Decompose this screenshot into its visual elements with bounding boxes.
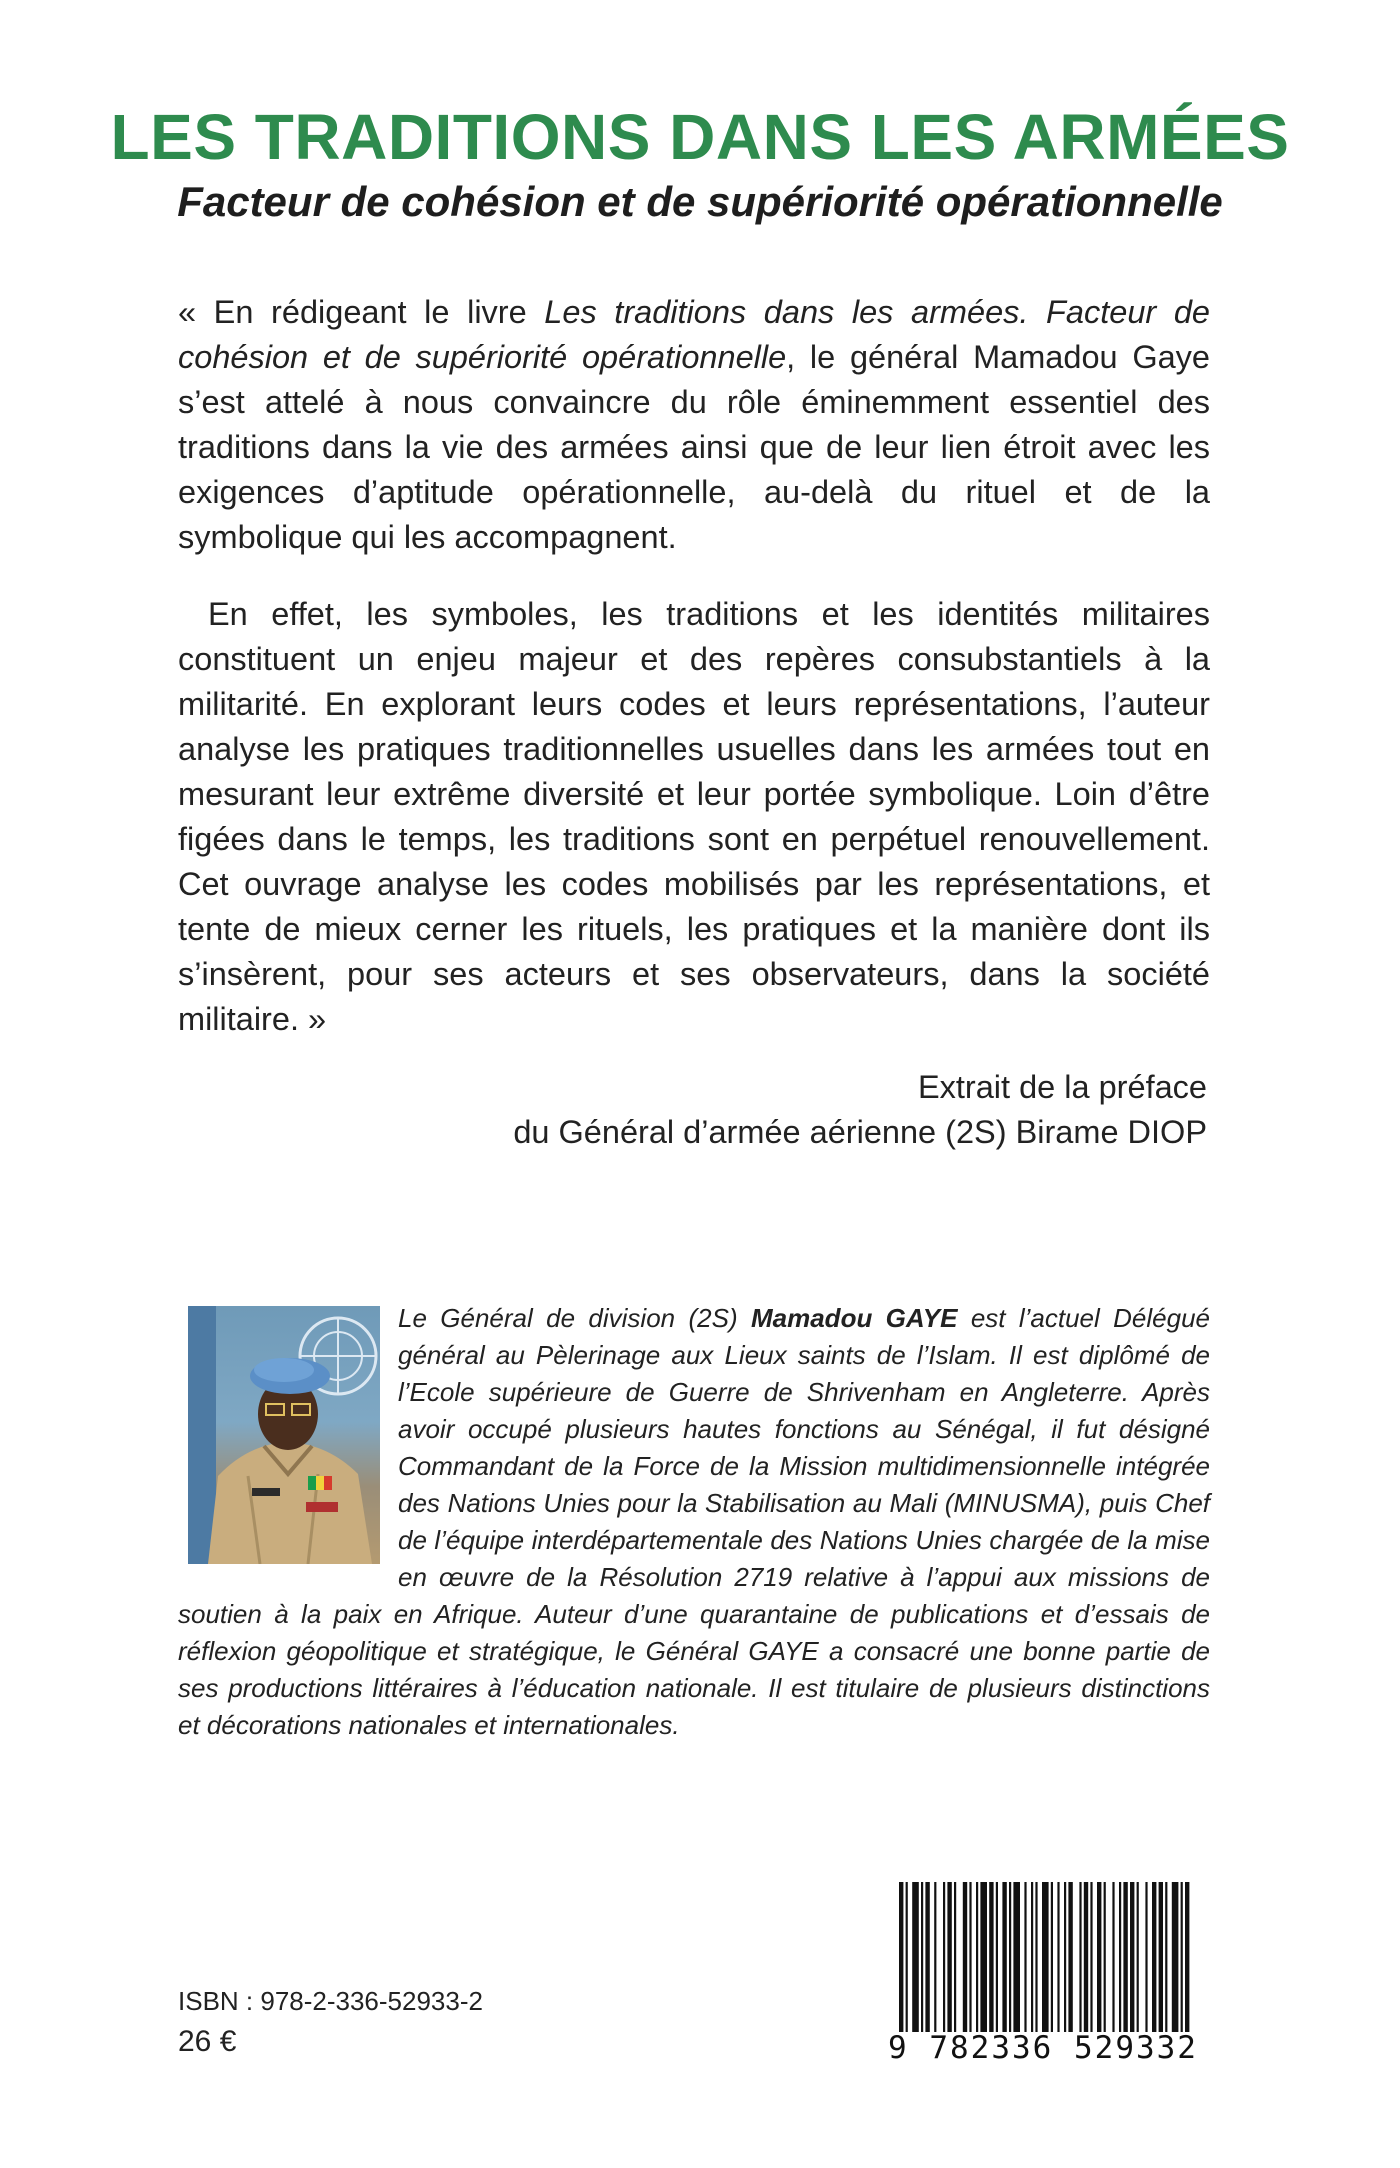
preface-attribution-line-2: du Général d’armée aérienne (2S) Birame DIOP [513, 1114, 1207, 1150]
barcode-bar [989, 1882, 993, 2032]
barcode-bar [906, 1882, 908, 2032]
barcode-bar [1097, 1882, 1101, 2032]
preface-p1-end: , le général Mamadou Gaye s’est attelé à nous convaincre du rôle éminemment essentiel des traditions dans la vie des armées ainsi que de leur lien étroit avec les exigences d’aptitude opérationnelle, au-delà du rituel et de la symbolique qui les accompagnent. [178, 339, 1210, 555]
barcode-bar [1119, 1882, 1121, 2032]
barcode-bar [921, 1882, 923, 2032]
barcode-bar [954, 1882, 956, 2032]
barcode-bar [899, 1882, 903, 2032]
barcode-bar [1165, 1882, 1167, 2032]
barcode-bar [1145, 1882, 1147, 2032]
barcode-bar [996, 1882, 998, 2032]
barcode-bar [934, 1882, 936, 2032]
barcode-bar [947, 1882, 951, 2032]
preface-p1-book-title: Les traditions dans les armées. Facteur de cohésion et de supériorité opérationnelle [178, 294, 1210, 375]
price: 26 € [178, 2025, 237, 2058]
barcode-bar [1079, 1882, 1081, 2032]
barcode-bar [1104, 1882, 1106, 2032]
book-subtitle: Facteur de cohésion et de supériorité opérationnelle [177, 178, 1223, 225]
barcode-bar [925, 1882, 929, 2032]
barcode-bar [1031, 1882, 1033, 2032]
barcode-bar [1009, 1882, 1011, 2032]
barcode-bar [1181, 1882, 1183, 2032]
barcode-bar [1068, 1882, 1072, 2032]
barcode-bar [1172, 1882, 1179, 2032]
barcode-bar [1152, 1882, 1156, 2032]
barcode-bar [1090, 1882, 1092, 2032]
preface-paragraph-1 [178, 290, 1210, 560]
preface-attribution-line-1: Extrait de la préface [917, 1069, 1207, 1105]
barcode-bar [1084, 1882, 1088, 2032]
barcode-bar [1057, 1882, 1059, 2032]
barcode-bar [1064, 1882, 1066, 2032]
barcode-bar [943, 1882, 945, 2032]
barcode-bar [1137, 1882, 1139, 2032]
bio-prefix: Le Général de division (2S) [398, 1303, 751, 1333]
isbn: ISBN : 978-2-336-52933-2 [178, 1986, 483, 2016]
barcode-bar [1002, 1882, 1006, 2032]
barcode-bar [1123, 1882, 1127, 2032]
barcode-bar [963, 1882, 967, 2032]
barcode-bar [969, 1882, 971, 2032]
bio-text: est l’actuel Délégué général au Pèlerinage aux Lieux saints de l’Islam. Il est diplômé de l’Ecole supérieure de Guerre de Shrivenham en Angleterre. Après avoir occupé plusieurs hautes fonctions au Sénégal, il fut désigné Commandant de la Force de la Mission multidimensionnelle intégrée des Nations Unies pour la Stabilisation au Mali (MINUSMA), puis Chef de l’équipe interdépartementale des Nations Unies chargée de la mise en œuvre de la Résolution 2719 relative à l’appui aux missions de soutien à la paix en Afrique. Auteur d’une quarantaine de publications et d’essais de réflexion géopolitique et stratégique, le Général GAYE a consacré une bonne partie de ses productions littéraires à l’éducation nationale. Il est titulaire de plusieurs distinctions et décorations nationales et internationales. [178, 1303, 1211, 1740]
barcode-bar [912, 1882, 919, 2032]
barcode-bar [1159, 1882, 1163, 2032]
book-title: LES TRADITIONS DANS LES ARMÉES [110, 101, 1290, 173]
barcode-bar [1035, 1882, 1037, 2032]
barcode [893, 1882, 1193, 2032]
author-photo [188, 1306, 380, 1564]
preface-paragraph-2: En effet, les symboles, les traditions et les identités militaires constituent un enjeu majeur et des repères consubstantiels à la militarité. En explorant leurs codes et leurs représentations, l’auteur analyse les pratiques traditionnelles usuelles dans les armées tout en mesurant leur extrême diversité et leur portée symbolique. Loin d’être figées dans le temps, les traditions sont en perpétuel renouvellement. Cet ouvrage analyse les codes mobilisés par les représentations, et tente de mieux cerner les rituels, les pratiques et la manière dont ils s’insèrent, pour ses acteurs et ses observateurs, dans la société militaire. » [178, 596, 1210, 1037]
author-bio [178, 1300, 1210, 1744]
barcode-bar [980, 1882, 987, 2032]
barcode-bar [1185, 1882, 1189, 2032]
author-name: Mamadou GAYE [750, 1303, 958, 1333]
barcode-bar [1042, 1882, 1049, 2032]
barcode-bar [1024, 1882, 1026, 2032]
preface-p1-start: « En rédigeant le livre [178, 294, 545, 330]
barcode-bar [1112, 1882, 1114, 2032]
barcode-bar [976, 1882, 978, 2032]
barcode-bar [1130, 1882, 1134, 2032]
barcode-bar [1051, 1882, 1053, 2032]
barcode-number: 9 782336 529332 [888, 2030, 1198, 2066]
barcode-bar [1013, 1882, 1020, 2032]
